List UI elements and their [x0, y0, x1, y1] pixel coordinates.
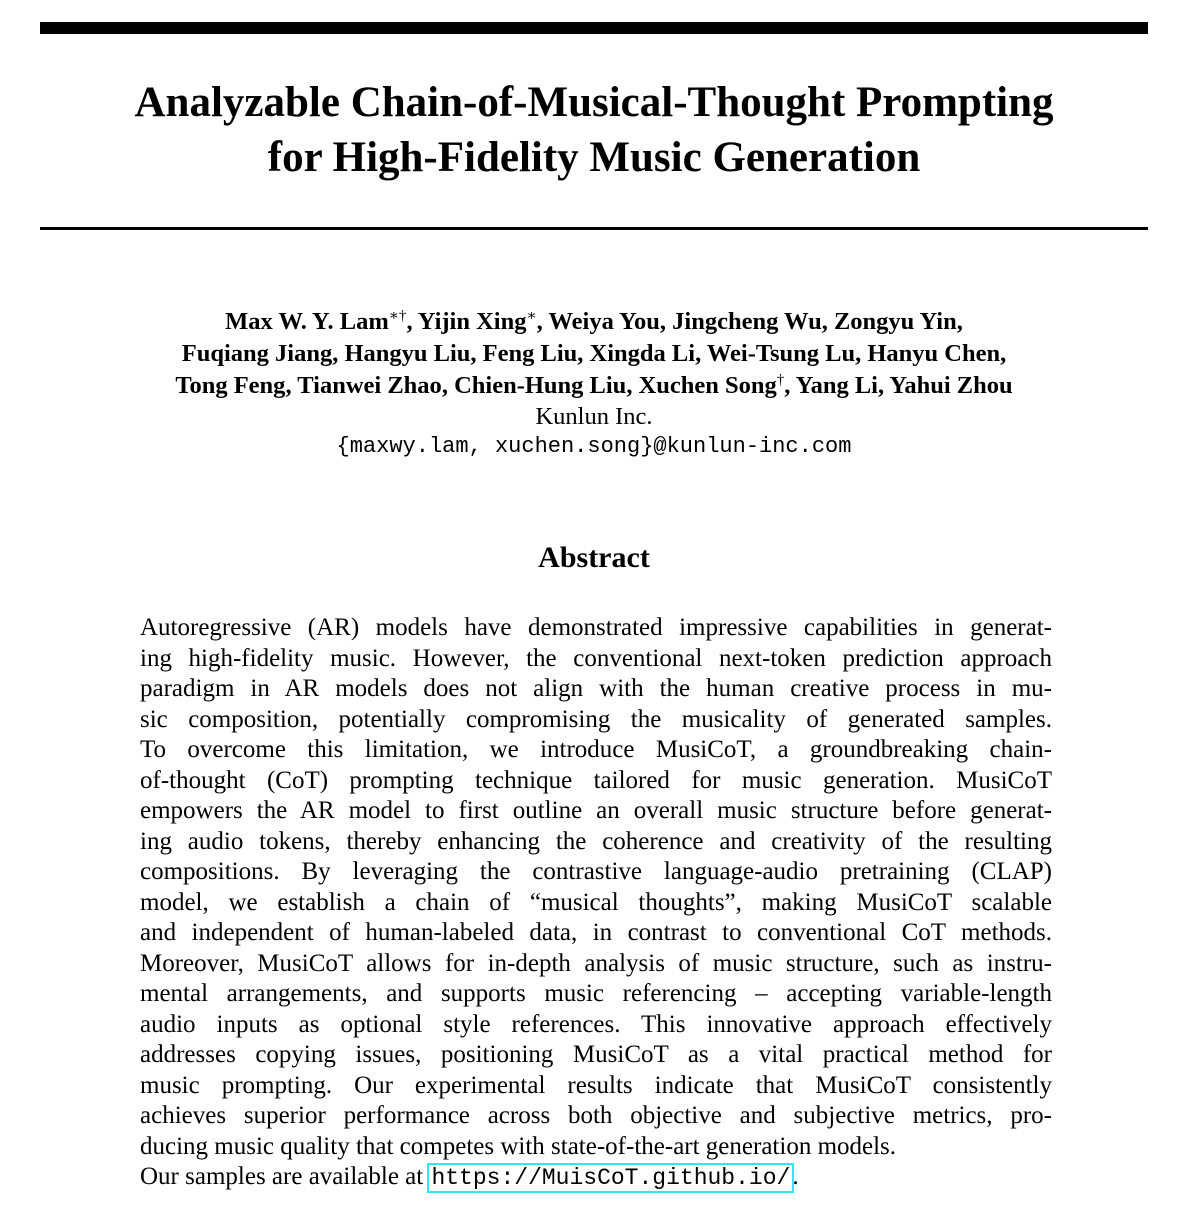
author-name: Zongyu Yin: [833, 308, 957, 335]
abstract-line: model, we establish a chain of “musical thoughts”, making MusiCoT scalable: [140, 888, 1052, 916]
author-separator: ,: [695, 340, 707, 367]
author-name: Yijin Xing: [417, 308, 527, 335]
author-name: Chien-Hung Liu: [454, 372, 627, 399]
author-separator: ,: [470, 340, 483, 367]
author-separator: ,: [855, 340, 868, 367]
author-separator: ,: [626, 372, 639, 399]
author-affiliation-mark: ∗: [526, 308, 537, 324]
author-list: [40, 306, 1148, 402]
author-name: Hanyu Chen: [867, 340, 1001, 367]
author-line: [40, 338, 1148, 370]
abstract-line: and independent of human-labeled data, in contrast to conventional CoT methods.: [140, 919, 1052, 946]
author-separator: ,: [878, 372, 890, 399]
author-line: [40, 370, 1148, 402]
author-affiliation-mark: ∗†: [388, 308, 407, 324]
abstract-line: ing high-fidelity music. However, the conventional next-token prediction approach: [140, 644, 1052, 672]
author-name: Yang Li: [795, 372, 878, 399]
abstract-line: To overcome this limitation, we introduce MusiCoT, a groundbreaking chain-: [140, 736, 1052, 763]
samples-suffix: .: [792, 1163, 799, 1190]
abstract-line: Autoregressive (AR) models have demonstrated impressive capabilities in generat-: [140, 614, 1052, 641]
author-separator: ,: [285, 372, 298, 399]
abstract-heading: Abstract: [538, 541, 650, 574]
author-separator: ,: [784, 372, 796, 399]
author-separator: ,: [659, 308, 673, 335]
author-name: Hangyu Liu: [344, 340, 471, 367]
abstract-line: compositions. By leveraging the contrastive language-audio pretraining (CLAP): [140, 858, 1052, 885]
abstract-line: ducing music quality that competes with state-of-the-art generation models.: [140, 1132, 897, 1160]
author-name: Wei-Tsung Lu: [706, 340, 856, 367]
abstract-line: of-thought (CoT) prompting technique tailored for music generation. MusiCoT: [140, 766, 1052, 794]
author-name: Jingcheng Wu: [672, 308, 822, 335]
author-name: Weiya You: [548, 308, 660, 335]
author-name: Xingda Li: [589, 340, 696, 367]
author-separator: ,: [441, 372, 455, 399]
abstract-line: sic composition, potentially compromising the musicality of generated samples.: [140, 705, 1052, 733]
title-line-2: for High-Fidelity Music Generation: [267, 134, 921, 181]
samples-prefix: Our samples are available at: [140, 1163, 430, 1190]
abstract-line: addresses copying issues, positioning MusiCoT as a vital practical method for: [140, 1041, 1052, 1068]
abstract-body: [140, 613, 1052, 1194]
author-separator: ,: [821, 308, 834, 335]
affiliation: Kunlun Inc.: [535, 403, 653, 430]
author-name: Fuqiang Jiang: [181, 340, 333, 367]
paper-title: [40, 75, 1148, 185]
author-name: Max W. Y. Lam: [225, 308, 389, 335]
abstract-line: audio inputs as optional style references. This innovative approach effectively: [140, 1010, 1052, 1038]
author-name: Tong Feng: [175, 372, 286, 399]
author-separator: ,: [1000, 340, 1007, 367]
author-name: Tianwei Zhao: [297, 372, 442, 399]
top-rule: [40, 22, 1148, 34]
samples-link[interactable]: https://MuisCoT.github.io/: [431, 1165, 791, 1191]
abstract-line: empowers the AR model to first outline an overall music structure before generat-: [140, 797, 1052, 824]
author-affiliation-mark: †: [776, 372, 785, 388]
samples-availability-line: [140, 1162, 1052, 1194]
abstract-line: achieves superior performance across both objective and subjective metrics, pro-: [140, 1102, 1052, 1129]
author-separator: ,: [956, 308, 963, 335]
author-name: Yahui Zhou: [889, 372, 1013, 399]
author-line: [40, 306, 1148, 338]
abstract-line: ing audio tokens, thereby enhancing the coherence and creativity of the resulting: [140, 827, 1052, 855]
author-email: {maxwy.lam, xuchen.song}@kunlun-inc.com: [336, 434, 852, 459]
author-separator: ,: [406, 308, 418, 335]
abstract-line: paradigm in AR models does not align with the human creative process in mu-: [140, 675, 1052, 702]
abstract-line: Moreover, MusiCoT allows for in-depth analysis of music structure, such as instru-: [140, 949, 1052, 977]
title-bottom-rule: [40, 227, 1148, 230]
title-line-1: Analyzable Chain-of-Musical-Thought Prompting: [134, 79, 1054, 126]
abstract-line: music prompting. Our experimental results indicate that MusiCoT consistently: [140, 1071, 1052, 1099]
abstract-line: mental arrangements, and supports music referencing – accepting variable-length: [140, 980, 1052, 1007]
author-separator: ,: [332, 340, 345, 367]
author-separator: ,: [536, 308, 549, 335]
author-name: Xuchen Song: [638, 372, 777, 399]
author-name: Feng Liu: [482, 340, 578, 367]
author-separator: ,: [577, 340, 590, 367]
